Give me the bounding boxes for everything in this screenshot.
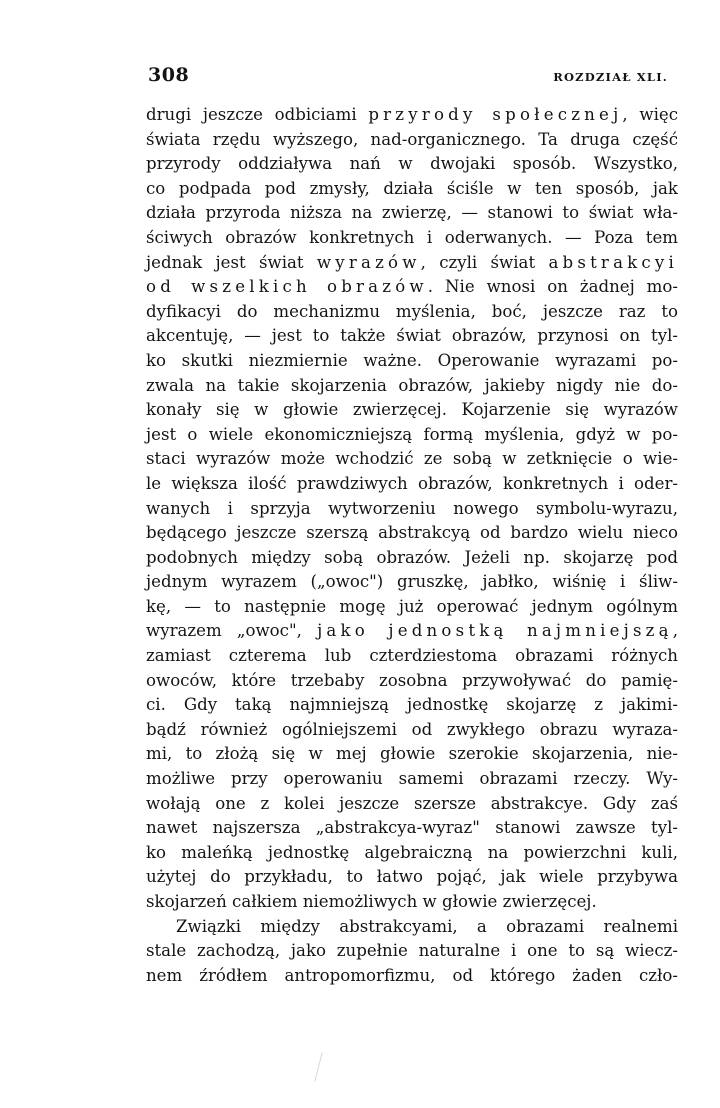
emphasized-text: przyrody społecznej xyxy=(368,105,623,124)
text-line: co podpada pod zmysły, działa ściśle w ten sposób, jak xyxy=(146,178,678,198)
page-number: 308 xyxy=(148,64,190,86)
text-line: świata rzędu wyższego, nad-organicznego. Ta druga część xyxy=(146,129,678,149)
text-line: kę, — to następnie mogę już operować jednym ogólnym xyxy=(146,596,678,616)
text-line: jest o wiele ekonomiczniejszą formą myślenia, gdyż w po- xyxy=(146,424,678,444)
text-line: ci. Gdy taką najmniejszą jednostkę skojarzę z jakimi- xyxy=(146,695,678,715)
text-line: bądź również ogólniejszemi od zwykłego obrazu wyraza- xyxy=(146,719,678,739)
emphasized-text: od wszelkich obrazów xyxy=(146,277,428,297)
text-line: mi, to złożą się w mej głowie szerokie skojarzenia, nie- xyxy=(146,744,678,764)
text-line: drugi jeszcze odbiciami przyrody społecznej, więc xyxy=(146,105,678,124)
text-line: wyrazem „owoc", jako jednostką najmniejszą, xyxy=(146,621,678,641)
text-line: konały się w głowie zwierzęcej. Kojarzenie się wyrazów xyxy=(146,400,678,420)
body-text xyxy=(146,103,678,988)
text-line: wanych i sprzyja wytworzeniu nowego symbolu-wyrazu, xyxy=(146,498,678,518)
text-line: przyrody oddziaływa nań w dwojaki sposób. Wszystko, xyxy=(146,154,678,174)
running-head: ROZDZIAŁ XLI. xyxy=(553,70,668,84)
text-line: le większa ilość prawdziwych obrazów, konkretnych i oder- xyxy=(146,473,678,493)
text-line: staci wyrazów może wchodzić ze sobą w zetknięcie o wie- xyxy=(146,449,678,469)
text-line: użytej do przykładu, to łatwo pojąć, jak wiele przybywa xyxy=(146,867,678,887)
paragraph-end-line: skojarzeń całkiem niemożliwych w głowie zwierzęcej. xyxy=(146,892,597,911)
emphasized-text: wyrazów xyxy=(316,252,421,272)
text-line: owoców, które trzebaby zosobna przywoływać do pamię- xyxy=(146,670,678,690)
text-line: ko maleńką jednostkę algebraiczną na powierzchni kuli, xyxy=(146,842,678,862)
text-line: nem źródłem antropomorfizmu, od którego żaden czło- xyxy=(146,965,678,985)
text-line: ściwych obrazów konkretnych i oderwanych. — Poza tem xyxy=(146,227,678,247)
text-line: jednym wyrazem („owoc") gruszkę, jabłko, wiśnię i śliw- xyxy=(146,572,678,592)
text-line: wołają one z kolei jeszcze szersze abstrakcye. Gdy zaś xyxy=(146,793,678,813)
text-line: podobnych między sobą obrazów. Jeżeli np. skojarzę pod xyxy=(146,547,678,567)
text-line: akcentuję, — jest to także świat obrazów, przynosi on tyl- xyxy=(146,326,678,346)
text-line: możliwe przy operowaniu samemi obrazami rzeczy. Wy- xyxy=(146,769,678,789)
text-line: działa przyroda niższa na zwierzę, — stanowi to świat wła- xyxy=(146,203,678,223)
text-line: nawet najszersza „abstrakcya-wyraz" stanowi zawsze tyl- xyxy=(146,818,678,838)
text-line: zwala na takie skojarzenia obrazów, jakieby nigdy nie do- xyxy=(146,375,678,395)
text-line: jednak jest świat wyrazów, czyli świat abstrakcyi xyxy=(146,252,678,272)
text-line: zamiast czterema lub czterdziestoma obrazami różnych xyxy=(146,646,678,666)
paragraph-start-line: Związki między abstrakcyami, a obrazami realnemi xyxy=(176,916,678,936)
text-line: od wszelkich obrazów. Nie wnosi on żadnej mo- xyxy=(146,277,679,297)
text-line: ko skutki niezmiernie ważne. Operowanie wyrazami po- xyxy=(146,350,678,370)
text-line: stale zachodzą, jako zupełnie naturalne i one to są wiecz- xyxy=(146,941,678,961)
text-line: dyfikacyi do mechanizmu myślenia, boć, jeszcze raz to xyxy=(146,301,678,321)
text-line: będącego jeszcze szerszą abstrakcyą od bardzo wielu nieco xyxy=(146,523,678,543)
emphasized-text: jako jednostką najmniejszą xyxy=(317,621,673,641)
paper-mark xyxy=(314,1052,322,1081)
emphasized-text: abstrakcyi xyxy=(548,252,678,272)
